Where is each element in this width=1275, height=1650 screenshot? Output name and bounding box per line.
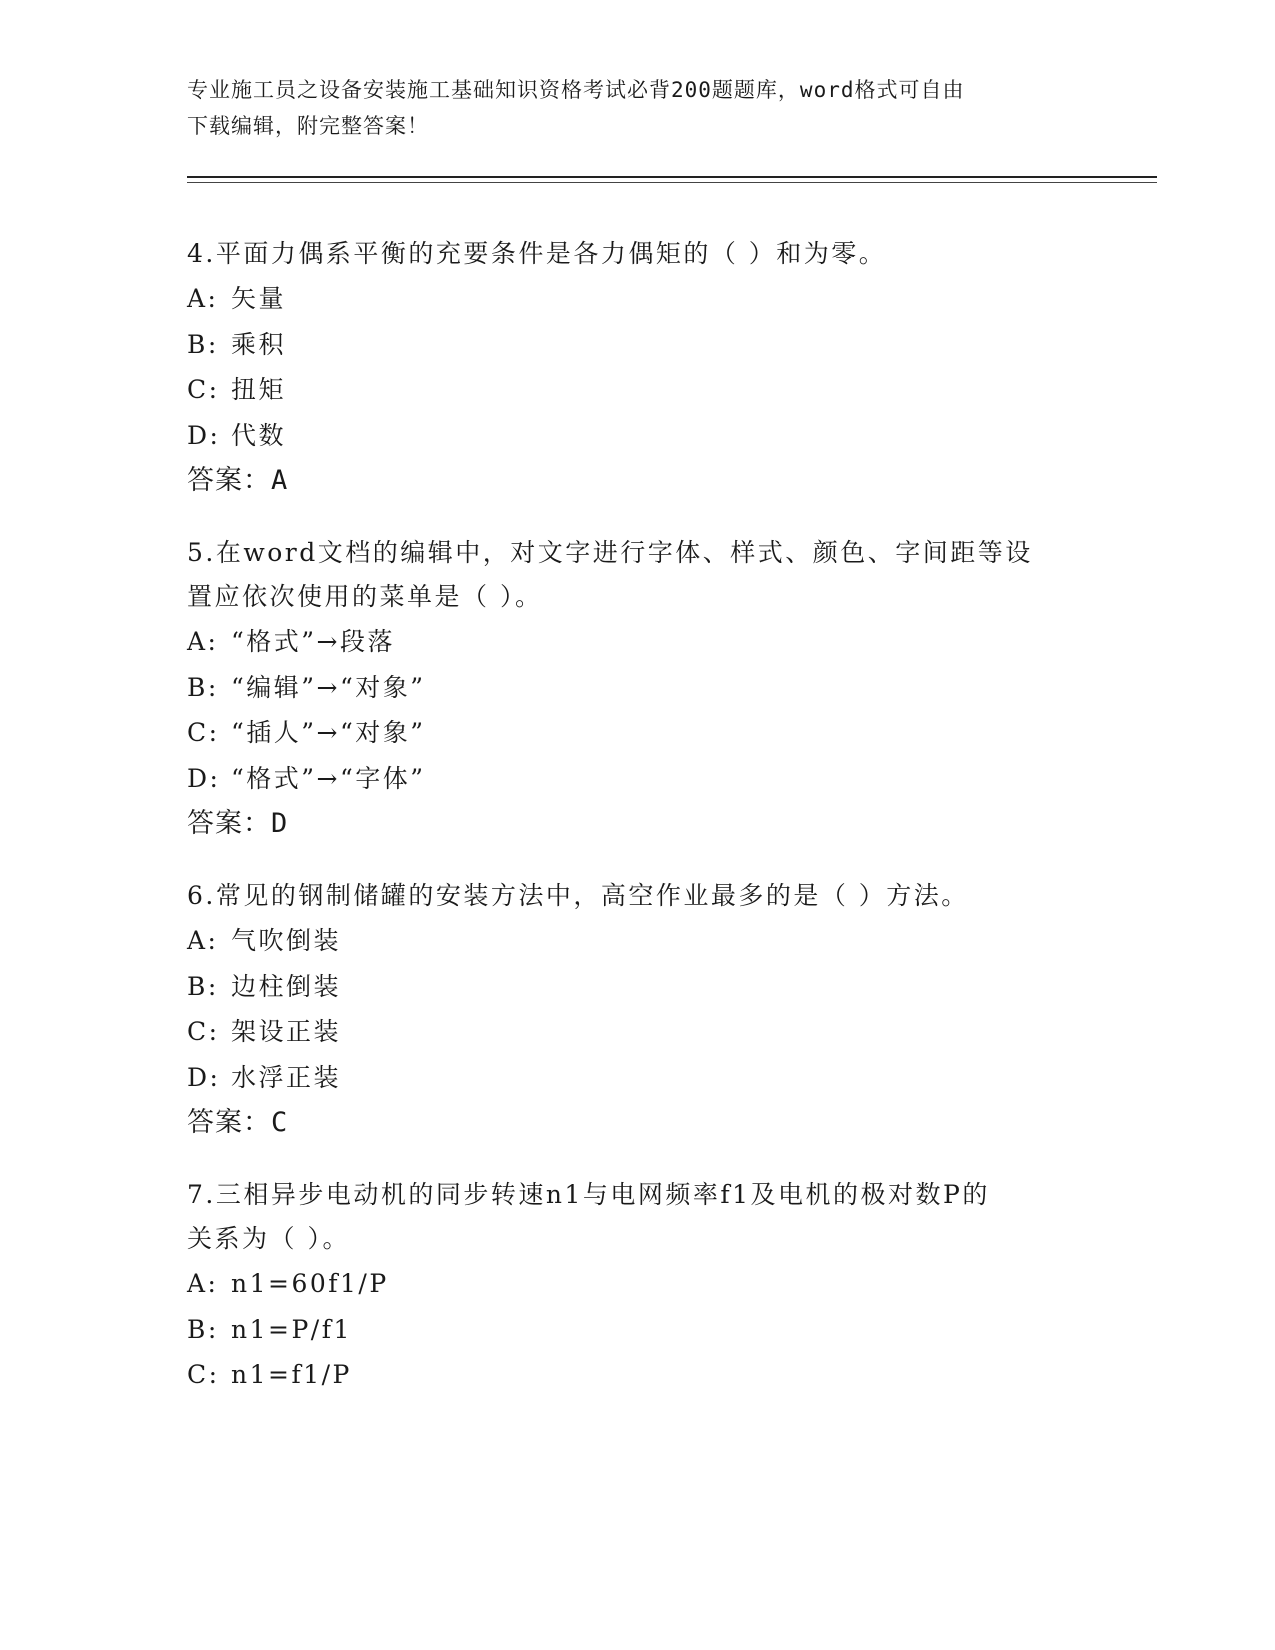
question-block <box>187 1173 1087 1398</box>
option-letter: B: <box>187 971 219 1001</box>
question-stem: 6.常见的钢制储罐的安装方法中，高空作业最多的是（ ）方法。 <box>187 881 969 910</box>
option-text: 矢量 <box>231 284 287 313</box>
option-letter: C: <box>187 375 220 404</box>
answer-key: 答案：C <box>187 1107 289 1138</box>
question-block <box>187 232 1087 503</box>
option-text: 代数 <box>231 420 287 450</box>
question-stem: 置应依次使用的菜单是（ ）。 <box>187 582 543 611</box>
option-text: n1=P/f1 <box>231 1314 352 1344</box>
answer-option <box>187 413 1087 459</box>
option-letter: D: <box>187 1062 221 1092</box>
answer-option <box>187 619 1087 665</box>
answer-key: 答案：D <box>187 808 289 839</box>
option-text: 气吹倒装 <box>231 926 342 955</box>
option-letter: B: <box>187 329 219 359</box>
option-text: 乘积 <box>231 329 287 359</box>
answer-option <box>187 1009 1087 1055</box>
option-letter: C: <box>187 718 220 747</box>
answer-option <box>187 665 1087 711</box>
answer-option <box>187 322 1087 368</box>
option-letter: A: <box>187 1269 219 1298</box>
option-text: 水浮正装 <box>231 1062 342 1092</box>
answer-option <box>187 964 1087 1010</box>
option-letter: C: <box>187 1017 220 1046</box>
option-letter: A: <box>187 284 219 313</box>
question-block <box>187 531 1087 846</box>
question-stem: 关系为（ ）。 <box>187 1224 350 1253</box>
question-stem: 4.平面力偶系平衡的充要条件是各力偶矩的（ ）和为零。 <box>187 239 887 268</box>
header-divider-thin <box>187 182 1157 183</box>
option-letter: C: <box>187 1360 220 1389</box>
option-text: 边柱倒装 <box>231 971 342 1001</box>
option-text: “插人”→“对象” <box>231 718 426 747</box>
option-letter: A: <box>187 627 219 656</box>
header-line-1: 专业施工员之设备安装施工基础知识资格考试必背200题题库，word格式可自由 <box>187 78 965 102</box>
question-list <box>187 232 1087 1426</box>
option-letter: B: <box>187 1314 219 1344</box>
option-letter: B: <box>187 672 219 702</box>
answer-option <box>187 1307 1087 1353</box>
option-text: “格式”→段落 <box>231 627 396 656</box>
answer-option <box>187 756 1087 802</box>
answer-option <box>187 1261 1087 1307</box>
document-header <box>187 72 1077 144</box>
answer-option <box>187 710 1087 756</box>
option-text: n1=f1/P <box>231 1360 352 1389</box>
answer-option <box>187 367 1087 413</box>
answer-option <box>187 276 1087 322</box>
answer-option <box>187 1055 1087 1101</box>
question-stem: 5.在word文档的编辑中，对文字进行字体、样式、颜色、字间距等设 <box>187 538 1033 567</box>
option-text: “格式”→“字体” <box>231 763 426 793</box>
answer-option <box>187 1352 1087 1398</box>
option-text: 架设正装 <box>231 1017 342 1046</box>
option-text: 扭矩 <box>231 375 287 404</box>
option-letter: D: <box>187 420 221 450</box>
option-letter: D: <box>187 763 221 793</box>
answer-option <box>187 918 1087 964</box>
header-line-2: 下载编辑，附完整答案！ <box>187 114 429 138</box>
option-letter: A: <box>187 926 219 955</box>
option-text: n1=60f1/P <box>231 1269 389 1298</box>
option-text: “编辑”→“对象” <box>231 672 426 702</box>
question-block <box>187 874 1087 1145</box>
header-divider-thick <box>187 176 1157 178</box>
answer-key: 答案：A <box>187 465 289 496</box>
question-stem: 7.三相异步电动机的同步转速n1与电网频率f1及电机的极对数P的 <box>187 1180 990 1209</box>
